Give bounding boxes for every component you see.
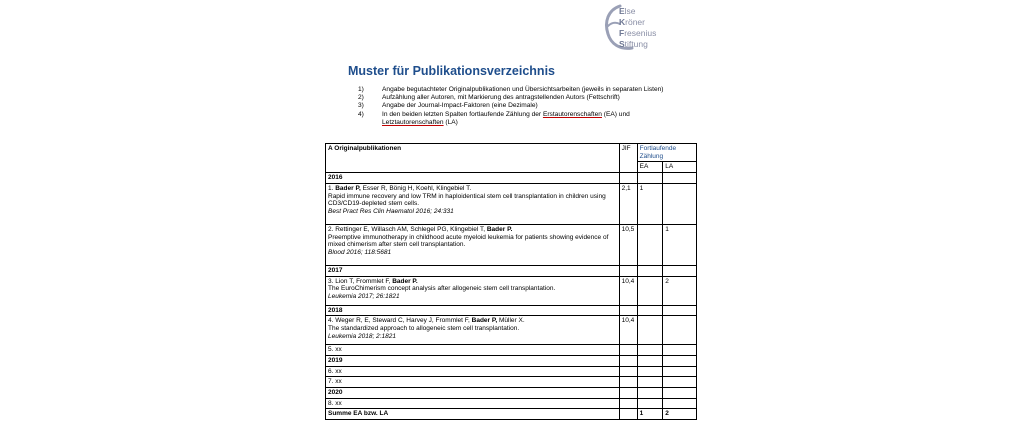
table-row: 7. xx [326, 377, 697, 388]
la-value [663, 183, 697, 224]
instruction-item: 1) Angabe begutachteter Originalpublikationen und Übersichtsarbeiten (jeweils in separaten Listen) [358, 86, 664, 93]
table-row [326, 276, 697, 305]
publication-entry: 4. Weger R, E, Steward C, Harvey J, Frommlet F, Bader P, Müller X. The standardized approach to allogeneic stem cell transplantation. Leukemia 2018; 2:1821 [326, 316, 620, 345]
table-row [326, 183, 697, 224]
ea-value [637, 276, 663, 305]
count-header: Fortlaufende Zählung [637, 144, 696, 162]
publication-entry: 1. Bader P, Esser R, Bönig H, Koehl, Klingebiel T. Rapid immune recovery and low TRM in haploidentical stem cell transplantation in children using CD3/CD19-depleted stem cells. Best Pract Res Clin Haematol 2016; 24:331 [326, 183, 620, 224]
table-row: 5. xx [326, 345, 697, 356]
la-value [663, 316, 697, 345]
year-row: 2020 [326, 388, 697, 399]
la-value: 1 [663, 224, 697, 265]
table-row [326, 316, 697, 345]
instruction-item: 2) Aufzählung aller Autoren, mit Markierung des antragstellenden Autors (Fettschrift) [358, 94, 620, 102]
instruction-item: 3) Angabe der Journal-Impact-Faktoren (eine Dezimale) [358, 102, 538, 110]
ea-header: EA [637, 162, 663, 173]
ea-value [637, 316, 663, 345]
ea-value: 1 [637, 183, 663, 224]
sum-row [326, 409, 697, 420]
la-value: 2 [663, 276, 697, 305]
publication-table [325, 143, 697, 420]
sum-ea: 1 [637, 409, 663, 420]
jif-header: JIF [619, 144, 637, 173]
first-authorship-term: Erstautorenschaften [542, 110, 602, 118]
year-row: 2017 [326, 265, 697, 276]
year-row: 2018 [326, 305, 697, 316]
table-row [326, 224, 697, 265]
page-title: Muster für Publikationsverzeichnis [348, 64, 555, 78]
la-header: LA [663, 162, 697, 173]
instruction-list [358, 86, 692, 127]
jif-value: 10,5 [619, 224, 637, 265]
jif-value: 10,4 [619, 316, 637, 345]
section-heading: A Originalpublikationen [326, 144, 620, 173]
jif-value: 2,1 [619, 183, 637, 224]
jif-value: 10,4 [619, 276, 637, 305]
year-row: 2019 [326, 355, 697, 366]
publication-entry: 2. Rettinger E, Willasch AM, Schlegel PG, Klingebiel T, Bader P. Preemptive immunotherapy in childhood acute myeloid leukemia for patients showing evidence of mixed chimerism after stem cell transplantation. Blood 2016; 118:5681 [326, 224, 620, 265]
sum-label: Summe EA bzw. LA [326, 409, 620, 420]
table-header-row [326, 144, 697, 162]
last-authorship-term: Letztautorenschaften [382, 118, 444, 126]
publication-entry: 3. Lion T, Frommlet F, Bader P. The EuroChimerism concept analysis after allogeneic stem cell transplantation. Leukemia 2017; 26:1821 [326, 276, 620, 305]
instruction-item: 4) In den beiden letzten Spalten fortlaufende Zählung der Erstautorenschaften (EA) und Letztautorenschaften (LA) [358, 110, 630, 126]
sum-la: 2 [663, 409, 697, 420]
foundation-logo-text: Else Kröner Fresenius Stiftung [619, 6, 657, 49]
table-row: 8. xx [326, 398, 697, 409]
ea-value [637, 224, 663, 265]
year-row: 2016 [326, 173, 697, 184]
table-row: 6. xx [326, 366, 697, 377]
